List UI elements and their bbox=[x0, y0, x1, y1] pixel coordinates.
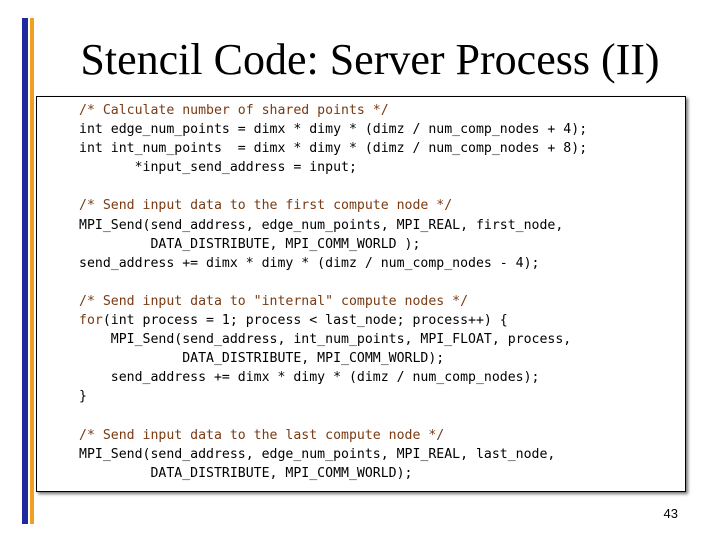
code-line: send_address += dimx * dimy * (dimz / num_comp_nodes); bbox=[79, 370, 540, 386]
code-line: DATA_DISTRIBUTE, MPI_COMM_WORLD ); bbox=[79, 236, 421, 252]
code-line: DATA_DISTRIBUTE, MPI_COMM_WORLD); bbox=[79, 351, 445, 367]
code-blank-line bbox=[79, 177, 587, 196]
code-comment-line bbox=[79, 101, 587, 120]
code-comment-line bbox=[79, 196, 587, 215]
code-text: (int process = 1; process < last_node; process++) { bbox=[102, 313, 508, 329]
code-line: int edge_num_points = dimx * dimy * (dimz / num_comp_nodes + 4); bbox=[79, 122, 588, 138]
code-line: } bbox=[79, 389, 87, 405]
page-number: 43 bbox=[663, 506, 678, 521]
code-comment-line bbox=[79, 426, 587, 445]
code-comment-line bbox=[79, 292, 587, 311]
code-line: send_address += dimx * dimy * (dimz / num_comp_nodes - 4); bbox=[79, 255, 540, 271]
comment-text: /* Calculate number of shared points */ bbox=[79, 103, 389, 118]
code-line: MPI_Send(send_address, edge_num_points, MPI_REAL, first_node, bbox=[79, 217, 564, 233]
code-listing bbox=[79, 101, 587, 483]
code-blank-line bbox=[79, 273, 587, 292]
comment-text: /* Send input data to the first compute node */ bbox=[79, 198, 453, 214]
code-line: int int_num_points = dimx * dimy * (dimz / num_comp_nodes + 8); bbox=[79, 141, 588, 157]
slide-title: Stencil Code: Server Process (II) bbox=[80, 35, 660, 84]
code-line bbox=[79, 311, 587, 330]
comment-text: /* Send input data to the last compute node */ bbox=[79, 427, 445, 443]
code-block bbox=[36, 96, 686, 492]
code-line: MPI_Send(send_address, edge_num_points, MPI_REAL, last_node, bbox=[79, 446, 556, 462]
comment-text: /* Send input data to "internal" compute nodes */ bbox=[79, 293, 469, 309]
code-line: DATA_DISTRIBUTE, MPI_COMM_WORLD); bbox=[79, 465, 413, 481]
code-line: *input_send_address = input; bbox=[79, 160, 357, 176]
left-accent-bar-orange bbox=[30, 18, 34, 524]
left-accent-bar-blue bbox=[22, 18, 28, 524]
code-blank-line bbox=[79, 407, 587, 426]
code-line: MPI_Send(send_address, int_num_points, MPI_FLOAT, process, bbox=[79, 332, 572, 348]
keyword-for: for bbox=[79, 313, 103, 329]
